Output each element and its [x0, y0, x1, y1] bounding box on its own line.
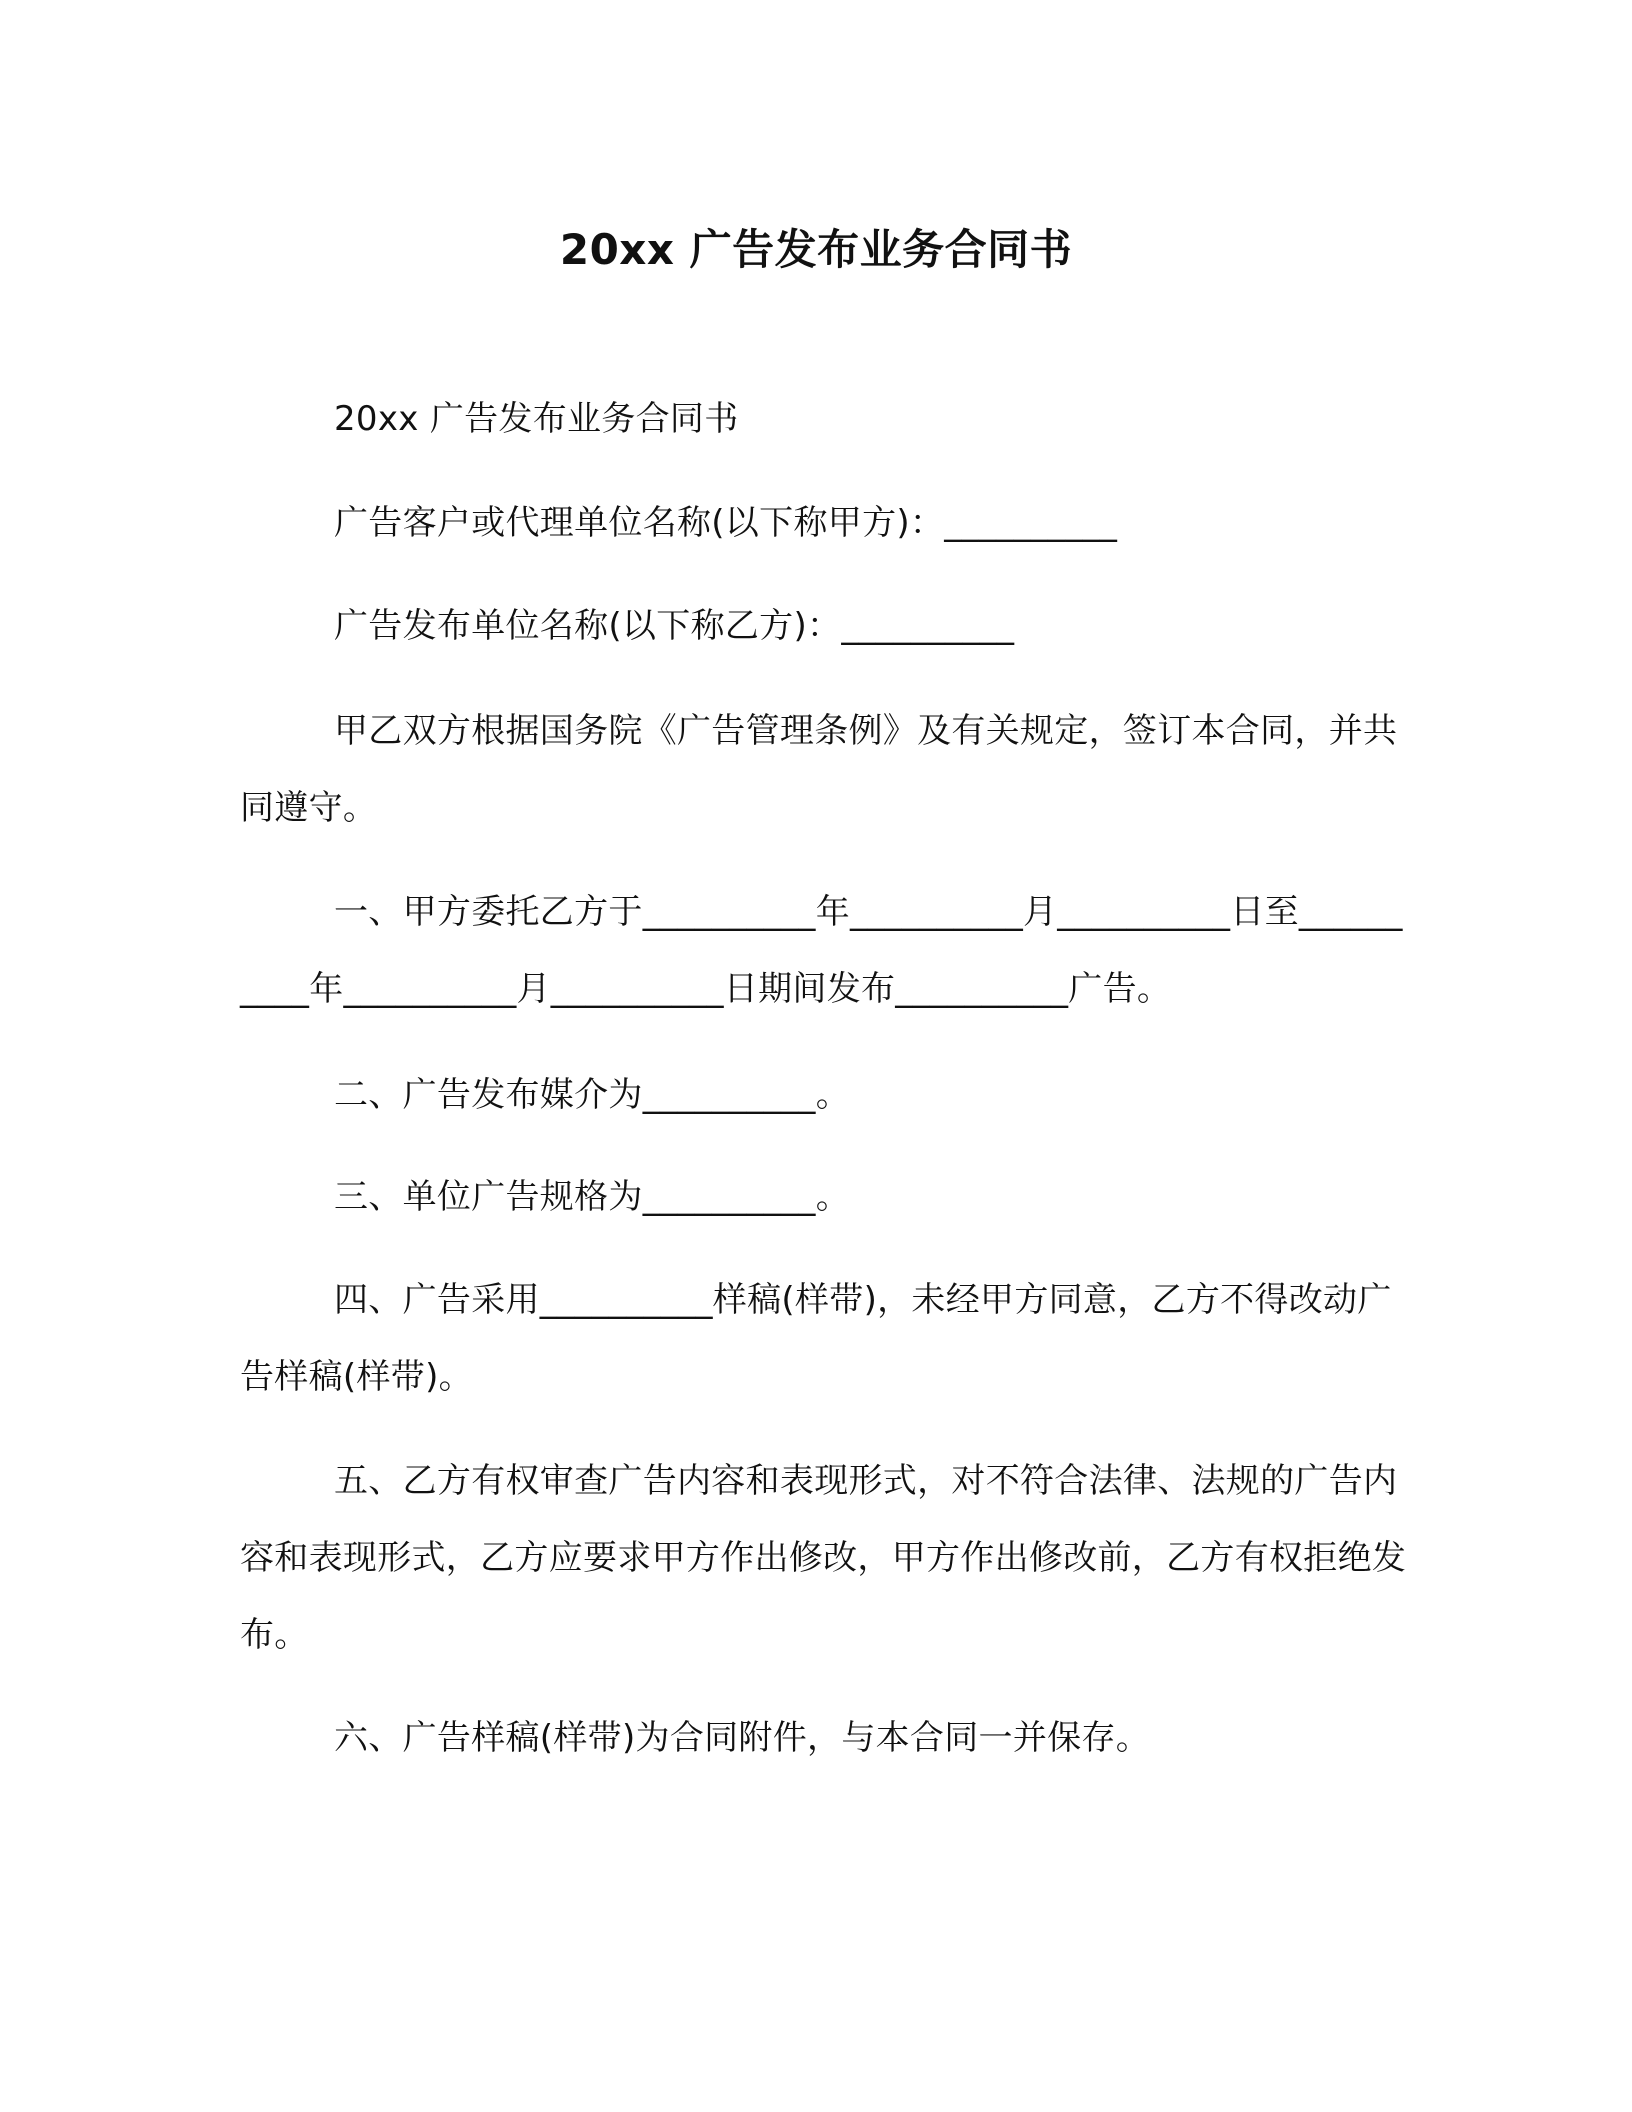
- party-b-line: 广告发布单位名称(以下称乙方)：__________: [334, 606, 1015, 646]
- clause-5: 五、乙方有权审查广告内容和表现形式，对不符合法律、法规的广告内容和表现形式，乙方应要求甲方作出修改，甲方作出修改前，乙方有权拒绝发布。: [240, 1461, 1407, 1655]
- party-a-line: 广告客户或代理单位名称(以下称甲方)：__________: [334, 503, 1118, 543]
- document-subtitle: 20xx 广告发布业务合同书: [334, 399, 739, 439]
- clause-6: 六、广告样稿(样带)为合同附件，与本合同一并保存。: [334, 1718, 1151, 1758]
- clause-4: 四、广告采用__________样稿(样带)，未经甲方同意，乙方不得改动广告样稿(样带)。: [240, 1280, 1392, 1397]
- clause-3: 三、单位广告规格为__________。: [334, 1177, 850, 1217]
- intro-paragraph: 甲乙双方根据国务院《广告管理条例》及有关规定，签订本合同，并共同遵守。: [240, 711, 1398, 828]
- document-title: 20xx 广告发布业务合同书: [559, 225, 1073, 274]
- clause-1: 一、甲方委托乙方于__________年__________月__________日至__________年__________月__________日期间发布__________广告。: [240, 892, 1403, 1009]
- clause-2: 二、广告发布媒介为__________。: [334, 1075, 850, 1115]
